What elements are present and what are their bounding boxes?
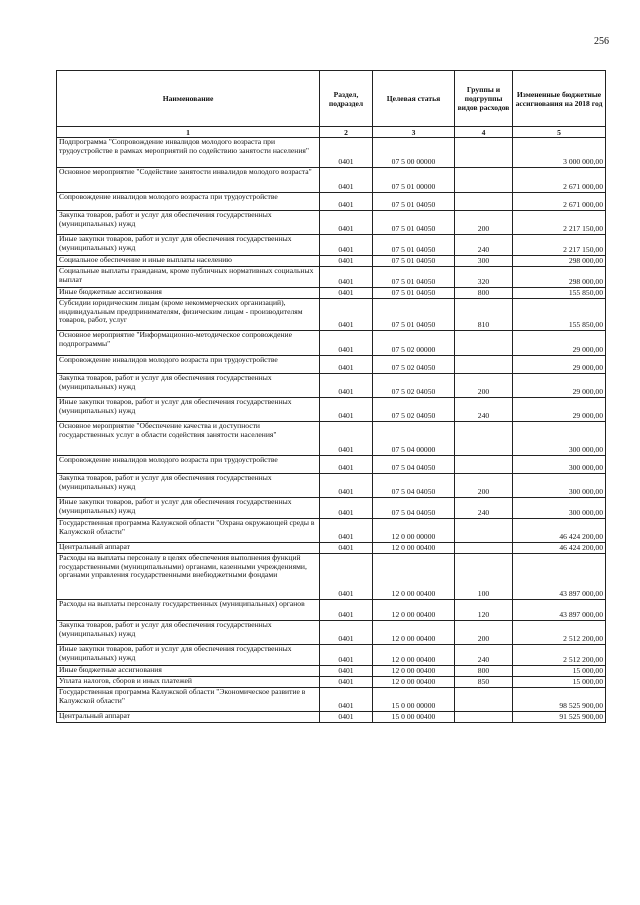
table-row xyxy=(57,543,606,554)
row-section: 0401 xyxy=(320,456,373,474)
table-row xyxy=(57,299,606,331)
row-amount: 29 000,00 xyxy=(513,331,606,356)
column-number-row xyxy=(57,127,606,138)
table-row xyxy=(57,456,606,474)
row-group: 240 xyxy=(455,398,513,422)
row-amount: 155 850,00 xyxy=(513,288,606,299)
row-article: 12 0 00 00400 xyxy=(373,621,455,645)
table-row xyxy=(57,554,606,600)
row-name: Центральный аппарат xyxy=(57,712,320,723)
row-article: 07 5 04 04050 xyxy=(373,498,455,519)
row-group: 300 xyxy=(455,256,513,267)
table-row xyxy=(57,256,606,267)
table-row xyxy=(57,688,606,712)
row-amount: 15 000,00 xyxy=(513,666,606,677)
column-number: 5 xyxy=(513,127,606,138)
row-name: Закупка товаров, работ и услуг для обеспечения государственных (муниципальных) нужд xyxy=(57,474,320,498)
row-amount: 2 217 150,00 xyxy=(513,235,606,256)
row-name: Расходы на выплаты персоналу в целях обеспечения выполнения функций государственными (муниципальными) органами, казенными учреждениями, органами управления государственными внебюджетными фондами xyxy=(57,554,320,600)
row-name: Иные закупки товаров, работ и услуг для обеспечения государственных (муниципальных) нужд xyxy=(57,645,320,666)
row-section: 0401 xyxy=(320,211,373,235)
header-name: Наименование xyxy=(57,71,320,127)
row-article: 07 5 02 04050 xyxy=(373,398,455,422)
table-row xyxy=(57,519,606,543)
table-row xyxy=(57,267,606,288)
row-section: 0401 xyxy=(320,621,373,645)
row-group: 240 xyxy=(455,235,513,256)
row-article: 07 5 02 04050 xyxy=(373,374,455,398)
row-amount: 300 000,00 xyxy=(513,498,606,519)
table-row xyxy=(57,474,606,498)
table-row xyxy=(57,498,606,519)
row-group: 200 xyxy=(455,621,513,645)
row-name: Субсидии юридическим лицам (кроме некоммерческих организаций), индивидуальным предпринимателям, физическим лицам - производителям товаров, работ, услуг xyxy=(57,299,320,331)
row-amount: 98 525 900,00 xyxy=(513,688,606,712)
row-amount: 29 000,00 xyxy=(513,374,606,398)
row-name: Закупка товаров, работ и услуг для обеспечения государственных (муниципальных) нужд xyxy=(57,374,320,398)
row-article: 07 5 04 00000 xyxy=(373,422,455,456)
table-row xyxy=(57,645,606,666)
row-amount: 300 000,00 xyxy=(513,456,606,474)
row-group: 810 xyxy=(455,299,513,331)
row-name: Иные закупки товаров, работ и услуг для обеспечения государственных (муниципальных) нужд xyxy=(57,398,320,422)
row-section: 0401 xyxy=(320,356,373,374)
row-amount: 2 671 000,00 xyxy=(513,193,606,211)
row-amount: 46 424 200,00 xyxy=(513,543,606,554)
table-row xyxy=(57,138,606,168)
row-amount: 46 424 200,00 xyxy=(513,519,606,543)
row-section: 0401 xyxy=(320,398,373,422)
header-article: Целевая статья xyxy=(373,71,455,127)
row-section: 0401 xyxy=(320,235,373,256)
row-amount: 300 000,00 xyxy=(513,422,606,456)
row-amount: 2 512 200,00 xyxy=(513,645,606,666)
row-article: 07 5 01 00000 xyxy=(373,168,455,193)
row-name: Основное мероприятие "Обеспечение качества и доступности государственных услуг в области содействия занятости населения" xyxy=(57,422,320,456)
row-article: 07 5 04 04050 xyxy=(373,456,455,474)
budget-table xyxy=(56,70,606,723)
row-amount: 29 000,00 xyxy=(513,398,606,422)
row-group xyxy=(455,356,513,374)
row-article: 07 5 01 04050 xyxy=(373,256,455,267)
row-section: 0401 xyxy=(320,256,373,267)
row-group xyxy=(455,331,513,356)
row-article: 15 0 00 00400 xyxy=(373,712,455,723)
table-row xyxy=(57,356,606,374)
table-row xyxy=(57,235,606,256)
row-section: 0401 xyxy=(320,677,373,688)
row-group xyxy=(455,543,513,554)
row-section: 0401 xyxy=(320,474,373,498)
row-amount: 15 000,00 xyxy=(513,677,606,688)
column-number: 1 xyxy=(57,127,320,138)
row-name: Социальное обеспечение и иные выплаты населению xyxy=(57,256,320,267)
table-row xyxy=(57,398,606,422)
row-group xyxy=(455,422,513,456)
table-row xyxy=(57,621,606,645)
row-name: Иные бюджетные ассигнования xyxy=(57,666,320,677)
row-section: 0401 xyxy=(320,193,373,211)
row-article: 07 5 01 04050 xyxy=(373,193,455,211)
row-article: 07 5 01 04050 xyxy=(373,235,455,256)
row-amount: 43 897 000,00 xyxy=(513,554,606,600)
row-group: 800 xyxy=(455,288,513,299)
row-amount: 29 000,00 xyxy=(513,356,606,374)
row-name: Сопровождение инвалидов молодого возраста при трудоустройстве xyxy=(57,456,320,474)
row-group xyxy=(455,193,513,211)
table-row xyxy=(57,168,606,193)
table-row xyxy=(57,193,606,211)
row-article: 12 0 00 00400 xyxy=(373,554,455,600)
table-row xyxy=(57,374,606,398)
row-amount: 2 671 000,00 xyxy=(513,168,606,193)
row-section: 0401 xyxy=(320,688,373,712)
row-group xyxy=(455,519,513,543)
row-name: Социальные выплаты гражданам, кроме публичных нормативных социальных выплат xyxy=(57,267,320,288)
row-amount: 43 897 000,00 xyxy=(513,600,606,621)
row-name: Закупка товаров, работ и услуг для обеспечения государственных (муниципальных) нужд xyxy=(57,211,320,235)
row-name: Центральный аппарат xyxy=(57,543,320,554)
row-section: 0401 xyxy=(320,168,373,193)
table-row xyxy=(57,600,606,621)
column-number: 3 xyxy=(373,127,455,138)
row-amount: 300 000,00 xyxy=(513,474,606,498)
row-section: 0401 xyxy=(320,519,373,543)
row-amount: 3 000 000,00 xyxy=(513,138,606,168)
table-row xyxy=(57,288,606,299)
row-group: 320 xyxy=(455,267,513,288)
table-row xyxy=(57,712,606,723)
row-article: 12 0 00 00400 xyxy=(373,645,455,666)
row-article: 12 0 00 00000 xyxy=(373,519,455,543)
row-name: Сопровождение инвалидов молодого возраста при трудоустройстве xyxy=(57,193,320,211)
row-section: 0401 xyxy=(320,288,373,299)
row-article: 12 0 00 00400 xyxy=(373,677,455,688)
row-amount: 91 525 900,00 xyxy=(513,712,606,723)
row-section: 0401 xyxy=(320,331,373,356)
row-group xyxy=(455,688,513,712)
row-article: 07 5 01 04050 xyxy=(373,211,455,235)
row-amount: 155 850,00 xyxy=(513,299,606,331)
row-section: 0401 xyxy=(320,666,373,677)
row-group: 850 xyxy=(455,677,513,688)
header-row xyxy=(57,71,606,127)
table-row xyxy=(57,666,606,677)
row-section: 0401 xyxy=(320,712,373,723)
row-article: 07 5 02 04050 xyxy=(373,356,455,374)
row-name: Уплата налогов, сборов и иных платежей xyxy=(57,677,320,688)
row-section: 0401 xyxy=(320,267,373,288)
row-name: Иные закупки товаров, работ и услуг для обеспечения государственных (муниципальных) нужд xyxy=(57,235,320,256)
row-article: 07 5 04 04050 xyxy=(373,474,455,498)
table-body xyxy=(57,138,606,723)
row-name: Иные закупки товаров, работ и услуг для обеспечения государственных (муниципальных) нужд xyxy=(57,498,320,519)
row-article: 12 0 00 00400 xyxy=(373,543,455,554)
row-amount: 298 000,00 xyxy=(513,267,606,288)
row-group: 240 xyxy=(455,645,513,666)
row-amount: 298 000,00 xyxy=(513,256,606,267)
header-groups: Группы и подгруппы видов расходов xyxy=(455,71,513,127)
row-section: 0401 xyxy=(320,543,373,554)
table-row xyxy=(57,331,606,356)
row-section: 0401 xyxy=(320,422,373,456)
row-group: 240 xyxy=(455,498,513,519)
header-section: Раздел, подраздел xyxy=(320,71,373,127)
row-name: Иные бюджетные ассигнования xyxy=(57,288,320,299)
row-group: 200 xyxy=(455,374,513,398)
row-name: Основное мероприятие "Содействие занятости инвалидов молодого возраста" xyxy=(57,168,320,193)
row-group xyxy=(455,456,513,474)
row-name: Государственная программа Калужской области "Экономическое развитие в Калужской области" xyxy=(57,688,320,712)
row-article: 07 5 01 04050 xyxy=(373,299,455,331)
row-group xyxy=(455,168,513,193)
row-name: Расходы на выплаты персоналу государственных (муниципальных) органов xyxy=(57,600,320,621)
row-article: 12 0 00 00400 xyxy=(373,600,455,621)
column-number: 4 xyxy=(455,127,513,138)
row-section: 0401 xyxy=(320,645,373,666)
row-group: 200 xyxy=(455,211,513,235)
row-section: 0401 xyxy=(320,600,373,621)
row-amount: 2 217 150,00 xyxy=(513,211,606,235)
row-name: Сопровождение инвалидов молодого возраста при трудоустройстве xyxy=(57,356,320,374)
table-row xyxy=(57,211,606,235)
row-group xyxy=(455,138,513,168)
header-amount: Измененные бюджетные ассигнования на 2018 год xyxy=(513,71,606,127)
page-number: 256 xyxy=(594,36,609,47)
column-number: 2 xyxy=(320,127,373,138)
table-row xyxy=(57,677,606,688)
row-name: Основное мероприятие "Информационно-методическое сопровождение подпрограммы" xyxy=(57,331,320,356)
row-article: 07 5 02 00000 xyxy=(373,331,455,356)
row-article: 07 5 01 04050 xyxy=(373,267,455,288)
row-group: 120 xyxy=(455,600,513,621)
row-group: 100 xyxy=(455,554,513,600)
row-section: 0401 xyxy=(320,498,373,519)
row-name: Государственная программа Калужской области "Охрана окружающей среды в Калужской области" xyxy=(57,519,320,543)
row-name: Подпрограмма "Сопровождение инвалидов молодого возраста при трудоустройстве в рамках мероприятий по содействию занятости населения" xyxy=(57,138,320,168)
row-amount: 2 512 200,00 xyxy=(513,621,606,645)
row-group: 800 xyxy=(455,666,513,677)
row-section: 0401 xyxy=(320,138,373,168)
row-article: 07 5 00 00000 xyxy=(373,138,455,168)
row-section: 0401 xyxy=(320,554,373,600)
row-section: 0401 xyxy=(320,374,373,398)
table-row xyxy=(57,422,606,456)
row-article: 12 0 00 00400 xyxy=(373,666,455,677)
row-section: 0401 xyxy=(320,299,373,331)
row-article: 07 5 01 04050 xyxy=(373,288,455,299)
row-name: Закупка товаров, работ и услуг для обеспечения государственных (муниципальных) нужд xyxy=(57,621,320,645)
row-group: 200 xyxy=(455,474,513,498)
row-article: 15 0 00 00000 xyxy=(373,688,455,712)
row-group xyxy=(455,712,513,723)
